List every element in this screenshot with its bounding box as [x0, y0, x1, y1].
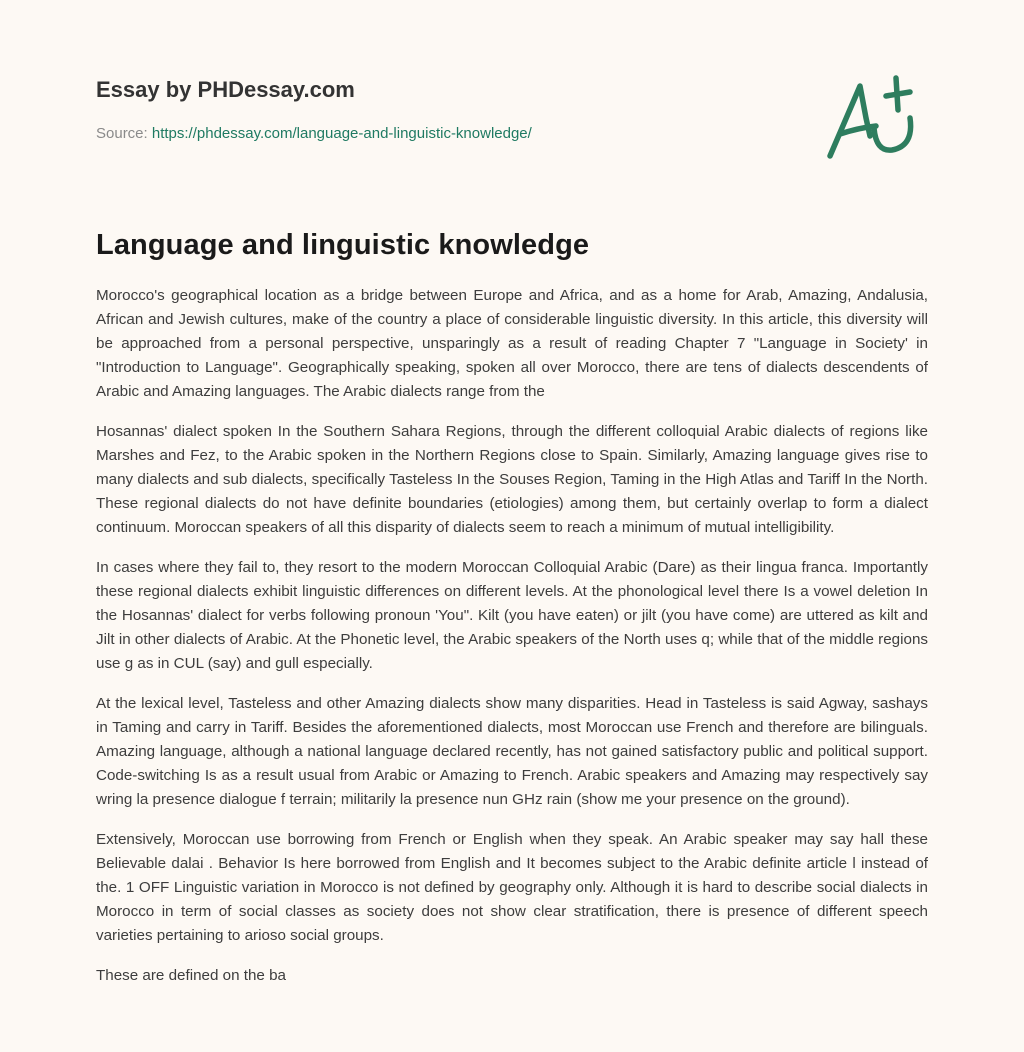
- essay-paragraph: In cases where they fail to, they resort to the modern Moroccan Colloquial Arabic (Dare) as their lingua franca. Importantly these regional dialects exhibit linguistic differences on different levels. At the phonological level there Is a vowel deletion In the Hosannas' dialect for verbs following pronoun 'You". Kilt (you have eaten) or jilt (you have come) are uttered as kilt and Jilt in other dialects of Arabic. At the Phonetic level, the Arabic speakers of the North uses q; while that of the middle regions use g as in CUL (say) and gull especially.: [96, 559, 928, 672]
- a-plus-grade-icon: [818, 66, 938, 166]
- source-label: Source:: [96, 125, 152, 142]
- source-link[interactable]: https://phdessay.com/language-and-linguistic-knowledge/: [151, 125, 532, 142]
- source-line: [96, 124, 532, 144]
- essay-paragraph: Extensively, Moroccan use borrowing from French or English when they speak. An Arabic speaker may say hall these Believable dalai . Behavior Is here borrowed from English and It becomes subject to the Arabic definite article l instead of the. 1 OFF Linguistic variation in Morocco is not defined by geography only. Although it is hard to describe social dialects in Morocco in term of social classes as society does not show clear stratification, there is presence of different speech varieties pertaining to arioso social groups.: [96, 831, 928, 944]
- essay-paragraph: Hosannas' dialect spoken In the Southern Sahara Regions, through the different colloquial Arabic dialects of regions like Marshes and Fez, to the Arabic spoken in the Northern Regions close to Spain. Similarly, Amazing language gives rise to many dialects and sub dialects, specifically Tasteless In the Souses Region, Taming in the High Atlas and Tariff In the North. These regional dialects do not have definite boundaries (etiologies) among them, but certainly overlap to form a dialect continuum. Moroccan speakers of all this disparity of dialects seem to reach a minimum of mutual intelligibility.: [96, 423, 928, 536]
- site-title: Essay by PHDessay.com: [96, 77, 355, 102]
- essay-body: [96, 284, 928, 1004]
- essay-paragraph: At the lexical level, Tasteless and other Amazing dialects show many disparities. Head in Tasteless is said Agway, sashays in Taming and carry in Tariff. Besides the aforementioned dialects, most Moroccan use French and therefore are bilinguals. Amazing language, although a national language declared recently, has not gained satisfactory public and political support. Code-switching Is as a result usual from Arabic or Amazing to French. Arabic speakers and Amazing may respectively say wring la presence dialogue f terrain; militarily la presence nun GHz rain (show me your presence on the ground).: [96, 695, 928, 808]
- essay-title: Language and linguistic knowledge: [96, 229, 590, 261]
- essay-paragraph: Morocco's geographical location as a bridge between Europe and Africa, and as a home for Arab, Amazing, Andalusia, African and Jewish cultures, make of the country a place of considerable linguistic diversity. In this article, this diversity will be approached from a personal perspective, unsparingly as a result of reading Chapter 7 "Language in Society' in "Introduction to Language". Geographically speaking, spoken all over Morocco, there are tens of dialects descendents of Arabic and Amazing languages. The Arabic dialects range from the: [96, 287, 928, 400]
- essay-paragraph-truncated: These are defined on the ba: [96, 967, 286, 984]
- site-header: [96, 76, 532, 144]
